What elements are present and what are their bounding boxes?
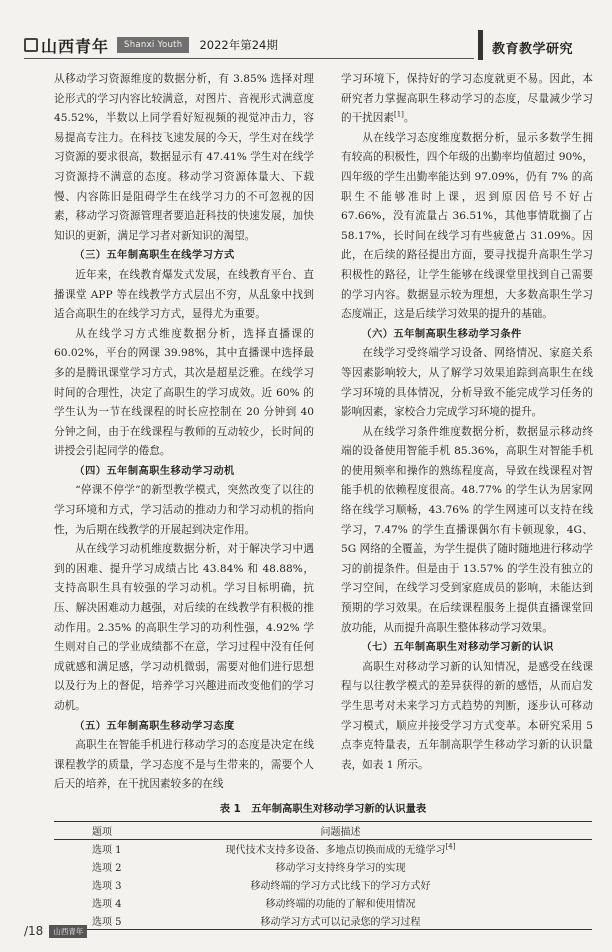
paragraph-text: 从在线学习态度维度数据分析，显示多数学生拥有较高的积极性，四个年级的出勤率均值超过 90%，四年级的学生出勤率能达到 97.09%，仍有 7% 的高职生不能够准时上课，迟到原因倍号不好占 67.66%，没有流量占 36.51%，其他事情耽搁了占 58.17%，长时间在线学习有些疲惫占 31.09%。因此，在后续的路径提出方面，要寻找提升高职生学习积极性的路径，让学生能够在线课堂里找到自己需要的学习内容。数据显示较为理想，大多数高职生学习态度端正，这是后续学习效果的提升的基础。	[341, 131, 593, 321]
paragraph-text: 高职生在智能手机进行移动学习的态度是决定在线课程教学的质量，学习态度不是与生带来的，需要个人后天的培养，在干扰因素较多的在线	[54, 739, 314, 791]
paragraph	[341, 344, 593, 422]
row-description	[149, 876, 592, 894]
header-rule	[24, 58, 474, 59]
citation-ref: [4]	[445, 842, 456, 851]
paragraph-text: （五）五年制高职生移动学习态度	[74, 720, 235, 732]
row-item: 选项 1	[92, 845, 122, 857]
left-column	[54, 70, 314, 795]
table-1	[54, 801, 592, 930]
paragraph	[54, 481, 314, 540]
paragraph-text: 从在线学习动机维度数据分析，对于解决学习中遇到的困难、提升学习成绩占比 43.84% 和 48.88%，支持高职生具有较强的学习动机。学习目标明确，抗压、解决困难动力越强，对后续的在线教学有积极的推动作用。2.35% 的高职生学习的功利性强，4.92% 学生则对自己的学业成绩都不在意，学习过程中没有任何成就感和满足感，学习动机微弱，需要对他们进行思想以及行为上的督促，培养学习兴趣进而改变他们的学习动机。	[54, 543, 314, 712]
paragraph-text: 学习环境下，保持好的学习态度就更不易。因此，本研究者力掌握高职生移动学习的态度，尽量减少学习的干扰因素	[341, 73, 593, 125]
masthead	[24, 34, 382, 56]
page-number: 18	[28, 924, 44, 938]
section-heading	[54, 717, 314, 737]
section-title: 教育教学研究	[492, 42, 574, 57]
paragraph	[341, 129, 593, 325]
table-row	[54, 876, 592, 894]
row-description-text: 移动终端的学习方式比线下的学习方式好	[250, 881, 431, 892]
right-column	[341, 70, 593, 775]
paragraph-text: 从在线学习条件维度数据分析，数据显示移动终端的设备使用智能手机 85.36%，高职生对智能手机的使用频率和操作的熟练程度高，导致在线课程对智能手机的依赖程度很高。48.77% 的学生认为居家网络在线学习顺畅，43.76% 的学生网速可以支持在线学习，7.47% 的学生直播课偶尔有卡顿现象，4G、5G 网络的全覆盖，为学生提供了随时随地进行移动学习的前提条件。但是由于 13.57% 的学生没有独立的学习空间，在线学习受到家庭成员的影响，未能达到预期的学习效果。在后续课程服务上提供直播课堂回放功能，从而提升高职生整体移动学习效果。	[341, 425, 593, 634]
paragraph-text: 近年来，在线教育爆发式发展，在线教育平台、直播课堂 APP 等在线教学方式层出不穷，从乱象中找到适合高职生的在线学习方式，显得尤为重要。	[54, 268, 314, 321]
table-row	[54, 894, 592, 912]
row-item: 选项 5	[92, 916, 122, 928]
row-description	[149, 912, 592, 930]
table-header-row	[54, 822, 592, 840]
paragraph-text: （七）五年制高职生对移动学习新的认识	[361, 642, 554, 654]
section-heading	[341, 638, 593, 658]
journal-name: 山西青年	[41, 36, 110, 56]
row-description-text: 移动学习支持终身学习的实现	[275, 863, 406, 874]
section-heading	[54, 246, 314, 266]
row-description-text: 移动终端的功能的了解和使用情况	[265, 899, 416, 910]
row-description-text: 移动学习方式可以记录您的学习过程	[260, 916, 421, 928]
paragraph-text: “停课不停学”的新型教学模式，突然改变了以往的学习环境和方式，学习活动的推动力和学习动机的指向性，为后期在线教学的开展起到决定作用。	[54, 484, 314, 536]
citation-ref: [1]	[393, 110, 404, 119]
section-heading	[54, 462, 314, 482]
paragraph	[341, 423, 593, 639]
row-description	[149, 858, 592, 876]
paragraph-tail: 。	[403, 112, 415, 125]
paragraph	[54, 70, 314, 246]
table-caption: 表 1 五年制高职生对移动学习新的认识量表	[219, 803, 427, 815]
paragraph-text: （四）五年制高职生移动学习动机	[74, 465, 235, 477]
row-item: 选项 3	[92, 881, 122, 892]
paragraph-text: （六）五年制高职生移动学习条件	[361, 328, 522, 340]
page-header	[0, 0, 612, 64]
header-item: 题项	[92, 827, 112, 838]
paragraph-text: 从在线学习方式维度数据分析，选择直播课的 60.02%，平台的网课 39.98%，其中直播课中选择最多的是腾讯课堂学习方式，其次是超星泛雅。在线学习时间的合理性，决定了高职生的学习成效。近 60% 的学生认为一节在线课程的时长应控制在 20 分钟到 40 分钟之间，由于在线课程与教师的互动较少，长时间的讲授会引起同学的倦怠。	[54, 327, 314, 458]
row-item: 选项 2	[92, 863, 122, 874]
row-description	[149, 894, 592, 912]
journal-name-english: Shanxi Youth	[117, 37, 189, 53]
header-separator	[478, 30, 483, 60]
footer-logo: 山西青年	[49, 925, 87, 938]
section-heading	[341, 325, 593, 345]
issue-label: 2022年第24期	[199, 38, 278, 52]
paragraph-text: 在线学习受终端学习设备、网络情况、家庭关系等因素影响较大，从了解学习效果追踪到高职生在线学习环境的具体情况，分析导致不能完成学习任务的影响因素，家校合力完成学习环境的提升。	[341, 347, 593, 419]
paragraph	[54, 540, 314, 716]
survey-table	[54, 821, 592, 930]
paragraph-text: 从移动学习资源维度的数据分析，有 3.85% 选择对理论形式的学习内容比较满意，对图片、音视形式满意度 45.52%，半数以上同学看好短视频的视觉冲击力，容易提高专注力。在科技飞速发展的今天，学生对在线学习资源的要求很高，数据显示有 47.41% 学生对在线学习资源持不满意的态度。移动学习资源体量大、下载慢、内容陈旧是阻碍学生在线学习力的不可忽视的因素，移动学习资源管理者要追赶科技的快速发展，加快知识的更新，满足学习者对新知识的渴望。	[54, 73, 314, 242]
paragraph	[341, 70, 593, 129]
header-description: 问题描述	[320, 827, 361, 838]
paragraph	[54, 266, 314, 325]
paragraph	[54, 736, 314, 795]
paragraph	[341, 658, 593, 776]
row-description	[149, 840, 592, 858]
row-item: 选项 4	[92, 899, 122, 910]
table-row	[54, 858, 592, 876]
paragraph	[54, 325, 314, 462]
paragraph-text: （三）五年制高职生在线学习方式	[74, 250, 235, 262]
paragraph-text: 高职生对移动学习新的认知情况，是感受在线课程与以往教学模式的差异获得的新的感悟，从而启发学生思考对未来学习方式趋势的判断，逐步认可移动学习模式，顺应并接受学习方式变革。本研究采用 5 点李克特量表，五年制高职学生移动学习新的认识量表，如表 1 所示。	[341, 660, 593, 771]
page-number-prefix: /	[24, 924, 29, 938]
row-description-text: 现代技术支持多设备、多地点切换而成的无缝学习	[225, 845, 446, 857]
journal-logo-icon	[24, 38, 38, 52]
page-footer	[24, 924, 87, 938]
table-row	[54, 912, 592, 930]
table-row	[54, 840, 592, 858]
